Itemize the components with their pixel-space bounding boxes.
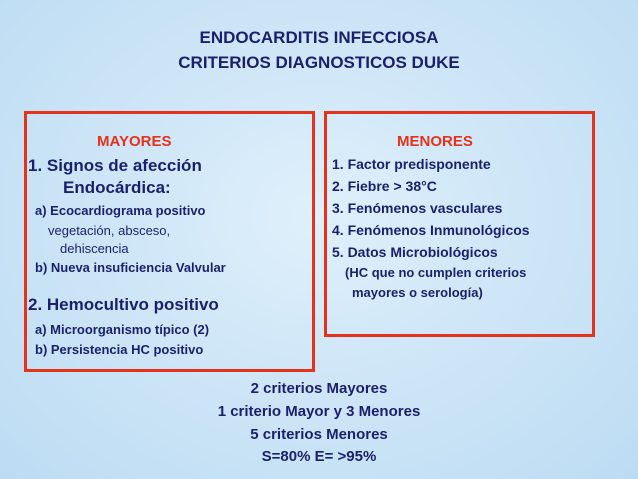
footer-line-1: 2 criterios Mayores bbox=[250, 380, 388, 397]
title-line-2: CRITERIOS DIAGNOSTICOS DUKE bbox=[178, 53, 460, 72]
menores-header: MENORES bbox=[397, 133, 473, 150]
mayores-item-1-a: a) Ecocardiograma positivo bbox=[35, 203, 206, 218]
footer-line-3: 5 criterios Menores bbox=[250, 426, 388, 443]
menores-note-line-2: mayores o serología) bbox=[352, 285, 483, 300]
mayores-item-2: 2. Hemocultivo positivo bbox=[28, 295, 219, 314]
menores-item-2: 2. Fiebre > 38°C bbox=[332, 178, 437, 194]
mayores-item-1-b: b) Nueva insuficiencia Valvular bbox=[35, 260, 226, 275]
mayores-item-2-a: a) Microorganismo típico (2) bbox=[35, 322, 210, 337]
title-line-1: ENDOCARDITIS INFECCIOSA bbox=[199, 28, 439, 47]
mayores-item-1-a-detail-2: dehiscencia bbox=[60, 241, 129, 256]
menores-item-1: 1. Factor predisponente bbox=[332, 156, 491, 172]
mayores-item-1-line-2: Endocárdica: bbox=[63, 178, 171, 197]
menores-item-3: 3. Fenómenos vasculares bbox=[332, 200, 503, 216]
mayores-item-1-a-detail-1: vegetación, absceso, bbox=[48, 223, 171, 238]
menores-note-line-1: (HC que no cumplen criterios bbox=[345, 265, 527, 280]
menores-item-4: 4. Fenómenos Inmunológicos bbox=[332, 222, 530, 238]
footer-line-2: 1 criterio Mayor y 3 Menores bbox=[217, 403, 421, 420]
mayores-item-2-b: b) Persistencia HC positivo bbox=[35, 342, 204, 357]
menores-item-5: 5. Datos Microbiológicos bbox=[332, 244, 498, 260]
mayores-item-1-line-1: 1. Signos de afección bbox=[28, 156, 202, 175]
mayores-header: MAYORES bbox=[97, 133, 172, 150]
footer-line-4: S=80% E= >95% bbox=[261, 448, 377, 465]
